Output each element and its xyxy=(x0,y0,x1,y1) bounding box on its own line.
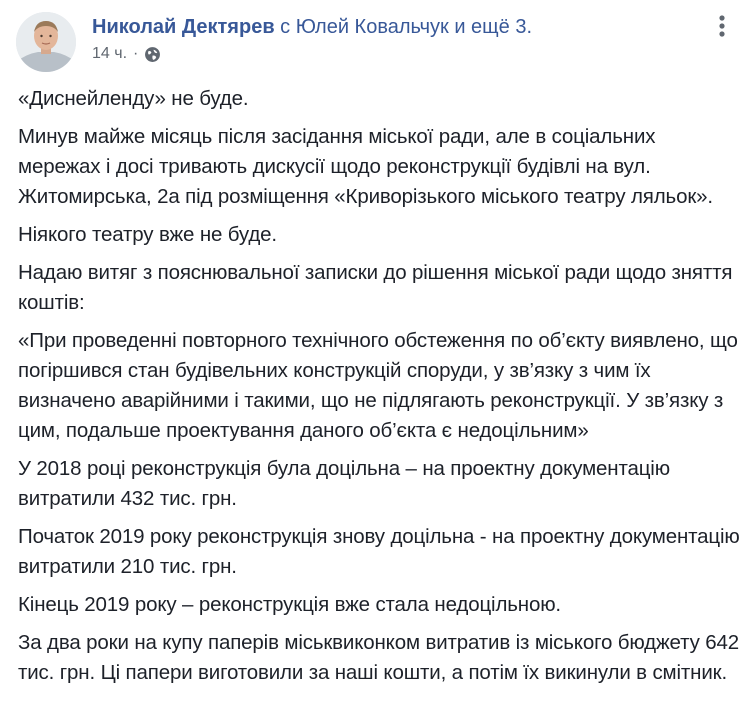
globe-icon[interactable] xyxy=(144,46,161,63)
author-name-link[interactable]: Николай Дектярев xyxy=(92,16,275,38)
post-header xyxy=(92,14,532,40)
meta-separator: · xyxy=(133,45,139,62)
post-body xyxy=(18,84,743,696)
tagged-people-link[interactable]: с Юлей Ковальчук и ещё 3. xyxy=(280,16,532,38)
post-paragraph: «При проведенні повторного технічного обстеження по об’єкту виявлено, що погіршився стан будівельних конструкцій споруди, у зв’язку з чим їх визначено аварійними і такими, що не підлягають реконструкції. У зв’язку з цим, подальше проектування даного об’єкта є недоцільним» xyxy=(18,329,738,442)
post-paragraph: Кінець 2019 року – реконструкція вже стала недоцільною. xyxy=(18,593,561,616)
post-paragraph: Надаю витяг з пояснювальної записки до рішення міської ради щодо зняття коштів: xyxy=(18,261,733,314)
profile-avatar-icon xyxy=(16,12,76,72)
post-paragraph: «Диснейленду» не буде. xyxy=(18,87,249,110)
post-paragraph: Минув майже місяць після засідання міської ради, але в соціальних мережах і досі тривають дискусії щодо реконструкції будівлі на вул. Житомирська, 2а під розміщення «Криворізького міського театру ляльок». xyxy=(18,125,713,208)
post-paragraph: Початок 2019 року реконструкція знову доцільна - на проектну документацію витратили 210 тис. грн. xyxy=(18,525,740,578)
post-paragraph: У 2018 році реконструкція була доцільна – на проектну документацію витратили 432 тис. грн. xyxy=(18,457,670,510)
more-options-icon[interactable] xyxy=(712,10,732,42)
post-paragraph: Ніякого театру вже не буде. xyxy=(18,223,277,246)
post-meta xyxy=(92,45,161,63)
post-paragraph: За два роки на купу паперів міськвиконком витратив із міського бюджету 642 тис. грн. Ці папери виготовили за наші кошти, а потім їх викинули в смітник. xyxy=(18,631,739,684)
post-timestamp[interactable]: 14 ч. xyxy=(92,45,128,62)
author-avatar[interactable] xyxy=(16,12,76,72)
